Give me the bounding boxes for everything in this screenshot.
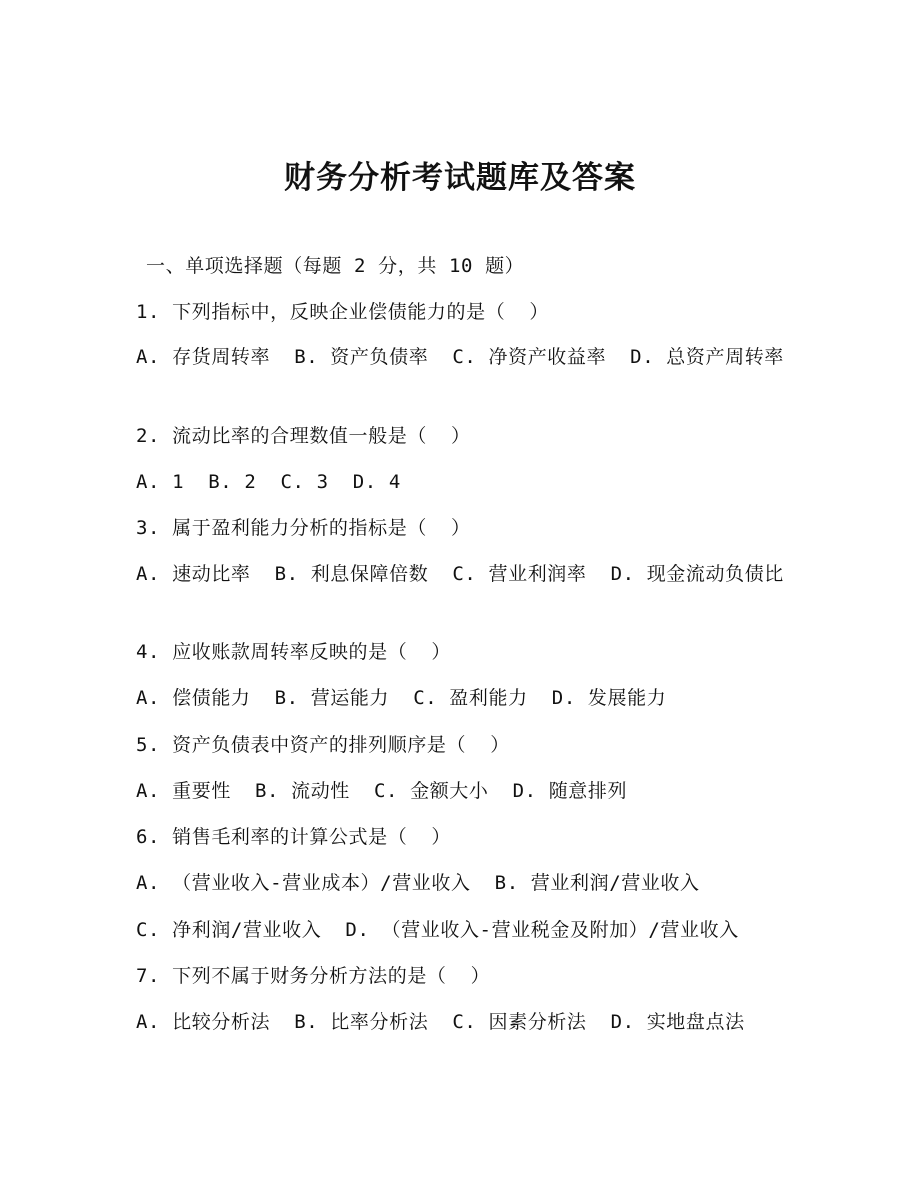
options-5: A. 重要性 B. 流动性 C. 金额大小 D. 随意排列 [136,780,628,802]
options-6-line-1: A. （营业收入-营业成本）/营业收入 B. 营业利润/营业收入 [136,872,700,894]
options-7: A. 比较分析法 B. 比率分析法 C. 因素分析法 D. 实地盘点法 [136,1011,745,1033]
question-4: 4. 应收账款周转率反映的是（ ） [136,641,451,663]
document-title: 财务分析考试题库及答案 [284,160,636,196]
question-3: 3. 属于盈利能力分析的指标是（ ） [136,517,471,539]
question-7: 7. 下列不属于财务分析方法的是（ ） [136,965,491,987]
question-6: 6. 销售毛利率的计算公式是（ ） [136,826,451,848]
options-6-line-2: C. 净利润/营业收入 D. （营业收入-营业税金及附加）/营业收入 [136,919,739,941]
question-1: 1. 下列指标中，反映企业偿债能力的是（ ） [136,301,549,323]
section-heading: 一、单项选择题（每题 2 分，共 10 题） [146,255,525,277]
options-4: A. 偿债能力 B. 营运能力 C. 盈利能力 D. 发展能力 [136,687,667,709]
options-3: A. 速动比率 B. 利息保障倍数 C. 营业利润率 D. 现金流动负债比 [136,563,784,585]
question-2: 2. 流动比率的合理数值一般是（ ） [136,425,471,447]
options-1: A. 存货周转率 B. 资产负债率 C. 净资产收益率 D. 总资产周转率 [136,346,784,368]
options-2: A. 1 B. 2 C. 3 D. 4 [136,471,401,493]
question-5: 5. 资产负债表中资产的排列顺序是（ ） [136,734,510,756]
